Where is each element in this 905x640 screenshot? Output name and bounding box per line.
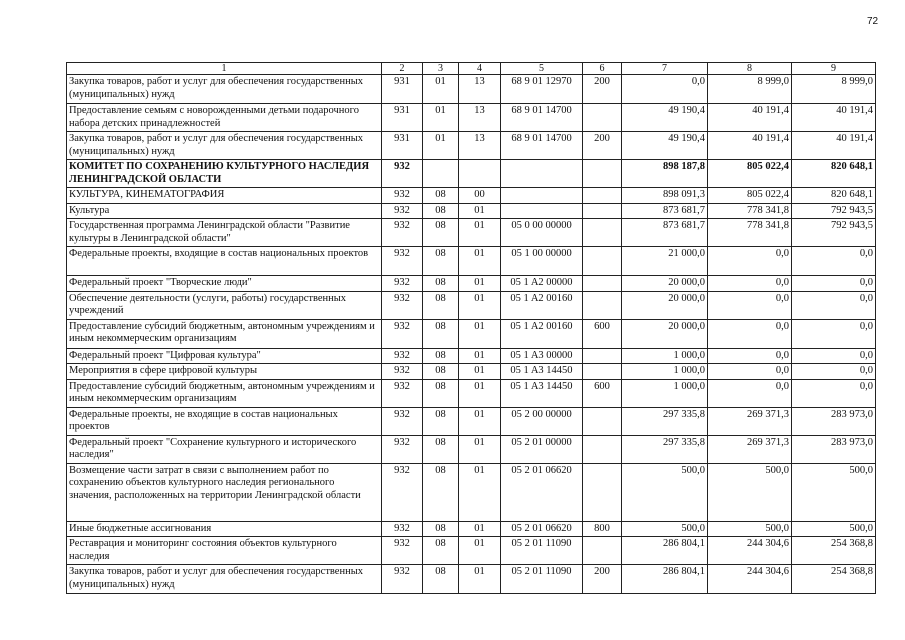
amount-year-3: 0,0 [792,247,876,276]
target-article-code: 68 9 01 14700 [501,132,583,160]
amount-year-2: 778 341,8 [708,203,792,219]
amount-year-3: 0,0 [792,291,876,319]
header-cell: 4 [459,63,501,75]
row-name: Предоставление семьям с новорожденными детьми подарочного набора детских принадлежностей [67,104,382,132]
grbs-code: 931 [382,75,423,104]
row-name: Предоставление субсидий бюджетным, автономным учреждениям и иным некоммерческим организациям [67,379,382,407]
amount-year-3: 0,0 [792,276,876,292]
section-code [423,160,459,188]
table-row [67,219,876,247]
subsection-code [459,160,501,188]
grbs-code: 932 [382,463,423,521]
row-name: КОМИТЕТ ПО СОХРАНЕНИЮ КУЛЬТУРНОГО НАСЛЕДИЯ ЛЕНИНГРАДСКОЙ ОБЛАСТИ [67,160,382,188]
subsection-code: 01 [459,276,501,292]
target-article-code: 05 2 00 00000 [501,407,583,435]
section-code: 08 [423,379,459,407]
table-row [67,203,876,219]
table-row [67,364,876,380]
page-number: 72 [867,16,879,27]
grbs-code: 932 [382,291,423,319]
grbs-code: 932 [382,348,423,364]
target-article-code: 05 1 A3 14450 [501,379,583,407]
amount-year-3: 283 973,0 [792,407,876,435]
target-article-code: 05 1 A2 00160 [501,319,583,348]
amount-year-2: 0,0 [708,364,792,380]
section-code: 01 [423,75,459,104]
target-article-code: 05 1 A3 00000 [501,348,583,364]
expense-type-code: 200 [583,565,622,594]
amount-year-3: 820 648,1 [792,160,876,188]
row-name: Федеральный проект "Сохранение культурного и исторического наследия" [67,435,382,463]
header-cell: 6 [583,63,622,75]
expense-type-code [583,276,622,292]
section-code: 08 [423,435,459,463]
table-row [67,565,876,594]
section-code: 01 [423,104,459,132]
subsection-code: 01 [459,565,501,594]
amount-year-2: 244 304,6 [708,565,792,594]
expense-type-code [583,188,622,204]
amount-year-1: 286 804,1 [622,565,708,594]
header-cell: 1 [67,63,382,75]
grbs-code: 932 [382,435,423,463]
expense-type-code [583,364,622,380]
header-cell: 5 [501,63,583,75]
expense-type-code [583,104,622,132]
amount-year-2: 778 341,8 [708,219,792,247]
row-name: КУЛЬТУРА, КИНЕМАТОГРАФИЯ [67,188,382,204]
row-name: Мероприятия в сфере цифровой культуры [67,364,382,380]
row-name: Культура [67,203,382,219]
table-row [67,379,876,407]
amount-year-3: 792 943,5 [792,219,876,247]
expense-type-code [583,219,622,247]
target-article-code [501,188,583,204]
grbs-code: 931 [382,104,423,132]
expense-type-code [583,291,622,319]
subsection-code: 01 [459,463,501,521]
section-code: 08 [423,319,459,348]
amount-year-1: 1 000,0 [622,379,708,407]
target-article-code: 05 0 00 00000 [501,219,583,247]
subsection-code: 00 [459,188,501,204]
expense-type-code [583,435,622,463]
grbs-code: 932 [382,379,423,407]
amount-year-2: 0,0 [708,291,792,319]
amount-year-2: 0,0 [708,379,792,407]
table-row [67,537,876,565]
grbs-code: 932 [382,247,423,276]
row-name: Федеральные проекты, не входящие в состав национальных проектов [67,407,382,435]
row-name: Федеральный проект "Творческие люди" [67,276,382,292]
amount-year-1: 873 681,7 [622,203,708,219]
subsection-code: 13 [459,132,501,160]
grbs-code: 932 [382,276,423,292]
amount-year-1: 873 681,7 [622,219,708,247]
row-name: Федеральный проект "Цифровая культура" [67,348,382,364]
expense-type-code [583,160,622,188]
amount-year-1: 49 190,4 [622,104,708,132]
target-article-code: 05 2 01 11090 [501,565,583,594]
row-name: Предоставление субсидий бюджетным, автономным учреждениям и иным некоммерческим организациям [67,319,382,348]
target-article-code: 05 2 01 06620 [501,463,583,521]
amount-year-1: 898 187,8 [622,160,708,188]
expense-type-code: 600 [583,379,622,407]
table-row [67,188,876,204]
amount-year-2: 0,0 [708,247,792,276]
grbs-code: 932 [382,565,423,594]
expense-type-code [583,247,622,276]
subsection-code: 01 [459,319,501,348]
table-row [67,276,876,292]
grbs-code: 932 [382,203,423,219]
grbs-code: 932 [382,188,423,204]
amount-year-2: 0,0 [708,276,792,292]
grbs-code: 932 [382,319,423,348]
expense-type-code [583,203,622,219]
section-code: 08 [423,463,459,521]
row-name: Закупка товаров, работ и услуг для обеспечения государственных (муниципальных) нужд [67,565,382,594]
subsection-code: 01 [459,247,501,276]
table-row [67,435,876,463]
amount-year-3: 0,0 [792,348,876,364]
amount-year-2: 269 371,3 [708,407,792,435]
section-code: 01 [423,132,459,160]
subsection-code: 13 [459,75,501,104]
expense-type-code: 800 [583,521,622,537]
section-code: 08 [423,291,459,319]
grbs-code: 931 [382,132,423,160]
amount-year-1: 20 000,0 [622,291,708,319]
row-name: Иные бюджетные ассигнования [67,521,382,537]
amount-year-2: 269 371,3 [708,435,792,463]
amount-year-2: 500,0 [708,463,792,521]
amount-year-1: 1 000,0 [622,364,708,380]
amount-year-3: 40 191,4 [792,132,876,160]
section-code: 08 [423,188,459,204]
amount-year-3: 254 368,8 [792,537,876,565]
section-code: 08 [423,521,459,537]
expense-type-code [583,348,622,364]
header-cell: 2 [382,63,423,75]
budget-table [66,62,876,594]
subsection-code: 01 [459,219,501,247]
subsection-code: 01 [459,348,501,364]
target-article-code: 68 9 01 12970 [501,75,583,104]
table-row [67,521,876,537]
row-name: Возмещение части затрат в связи с выполнением работ по сохранению объектов культурного наследия регионального значения, расположенных на территории Ленинградской области [67,463,382,521]
amount-year-1: 500,0 [622,521,708,537]
grbs-code: 932 [382,407,423,435]
grbs-code: 932 [382,219,423,247]
amount-year-2: 0,0 [708,319,792,348]
amount-year-1: 0,0 [622,75,708,104]
subsection-code: 01 [459,379,501,407]
amount-year-1: 1 000,0 [622,348,708,364]
section-code: 08 [423,348,459,364]
grbs-code: 932 [382,160,423,188]
section-code: 08 [423,364,459,380]
table-row [67,348,876,364]
amount-year-3: 8 999,0 [792,75,876,104]
header-cell: 9 [792,63,876,75]
amount-year-1: 21 000,0 [622,247,708,276]
section-code: 08 [423,276,459,292]
table-row [67,132,876,160]
section-code: 08 [423,565,459,594]
target-article-code: 05 2 01 06620 [501,521,583,537]
amount-year-2: 805 022,4 [708,160,792,188]
row-name: Федеральные проекты, входящие в состав национальных проектов [67,247,382,276]
row-name: Реставрация и мониторинг состояния объектов культурного наследия [67,537,382,565]
amount-year-3: 283 973,0 [792,435,876,463]
amount-year-3: 0,0 [792,379,876,407]
row-name: Государственная программа Ленинградской области "Развитие культуры в Ленинградской области" [67,219,382,247]
row-name: Закупка товаров, работ и услуг для обеспечения государственных (муниципальных) нужд [67,75,382,104]
grbs-code: 932 [382,537,423,565]
amount-year-2: 40 191,4 [708,104,792,132]
section-code: 08 [423,203,459,219]
expense-type-code: 200 [583,75,622,104]
subsection-code: 01 [459,537,501,565]
amount-year-1: 286 804,1 [622,537,708,565]
header-cell: 7 [622,63,708,75]
amount-year-1: 20 000,0 [622,276,708,292]
expense-type-code [583,537,622,565]
target-article-code: 05 1 A3 14450 [501,364,583,380]
amount-year-3: 0,0 [792,364,876,380]
table-row [67,75,876,104]
amount-year-1: 898 091,3 [622,188,708,204]
header-row [67,63,876,75]
header-cell: 3 [423,63,459,75]
amount-year-3: 792 943,5 [792,203,876,219]
subsection-code: 01 [459,521,501,537]
target-article-code: 05 1 A2 00160 [501,291,583,319]
section-code: 08 [423,407,459,435]
amount-year-3: 254 368,8 [792,565,876,594]
subsection-code: 01 [459,291,501,319]
amount-year-1: 297 335,8 [622,435,708,463]
amount-year-2: 244 304,6 [708,537,792,565]
table-row [67,160,876,188]
amount-year-3: 820 648,1 [792,188,876,204]
target-article-code: 05 1 A2 00000 [501,276,583,292]
subsection-code: 01 [459,203,501,219]
table-row [67,104,876,132]
grbs-code: 932 [382,521,423,537]
subsection-code: 01 [459,364,501,380]
subsection-code: 01 [459,435,501,463]
section-code: 08 [423,537,459,565]
subsection-code: 13 [459,104,501,132]
amount-year-2: 8 999,0 [708,75,792,104]
section-code: 08 [423,219,459,247]
section-code: 08 [423,247,459,276]
amount-year-2: 0,0 [708,348,792,364]
expense-type-code [583,463,622,521]
amount-year-2: 805 022,4 [708,188,792,204]
row-name: Закупка товаров, работ и услуг для обеспечения государственных (муниципальных) нужд [67,132,382,160]
amount-year-3: 500,0 [792,521,876,537]
table-row [67,463,876,521]
subsection-code: 01 [459,407,501,435]
expense-type-code: 200 [583,132,622,160]
amount-year-1: 20 000,0 [622,319,708,348]
target-article-code: 05 2 01 11090 [501,537,583,565]
table-row [67,247,876,276]
target-article-code [501,203,583,219]
header-cell: 8 [708,63,792,75]
expense-type-code: 600 [583,319,622,348]
target-article-code: 05 1 00 00000 [501,247,583,276]
table-row [67,319,876,348]
amount-year-3: 0,0 [792,319,876,348]
expense-type-code [583,407,622,435]
amount-year-2: 40 191,4 [708,132,792,160]
target-article-code: 68 9 01 14700 [501,104,583,132]
target-article-code: 05 2 01 00000 [501,435,583,463]
amount-year-1: 297 335,8 [622,407,708,435]
table-row [67,291,876,319]
amount-year-3: 500,0 [792,463,876,521]
row-name: Обеспечение деятельности (услуги, работы) государственных учреждений [67,291,382,319]
amount-year-1: 500,0 [622,463,708,521]
amount-year-1: 49 190,4 [622,132,708,160]
amount-year-2: 500,0 [708,521,792,537]
amount-year-3: 40 191,4 [792,104,876,132]
target-article-code [501,160,583,188]
grbs-code: 932 [382,364,423,380]
table-row [67,407,876,435]
